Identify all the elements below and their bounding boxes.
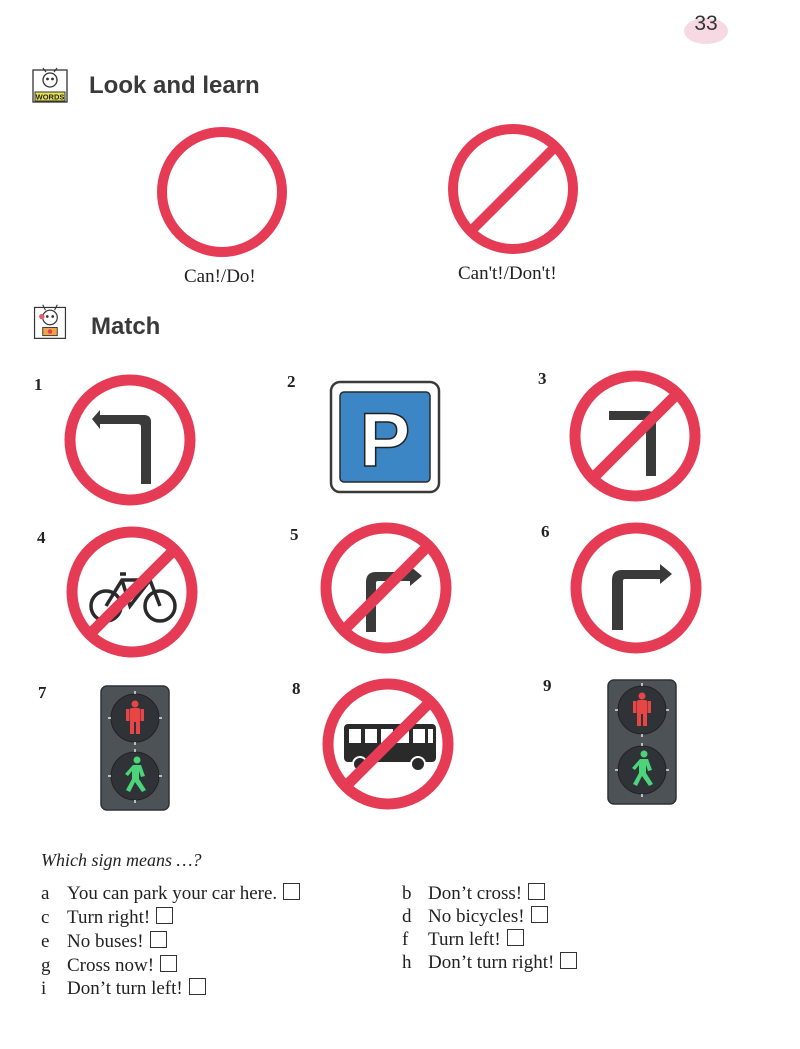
answer-letter: h bbox=[402, 952, 412, 973]
answer-text: Cross now! bbox=[67, 955, 155, 976]
sign-number-1: 1 bbox=[34, 375, 43, 394]
answer-item-h bbox=[402, 952, 577, 974]
sign-number-5: 5 bbox=[290, 525, 299, 544]
no-bicycles-sign bbox=[64, 524, 200, 660]
words-badge-label: WORDS bbox=[35, 92, 65, 102]
answer-letter: g bbox=[41, 955, 51, 976]
section-title-look-and-learn: Look and learn bbox=[89, 72, 260, 99]
answer-letter: a bbox=[41, 883, 50, 904]
answer-letter: f bbox=[402, 929, 409, 950]
answer-item-a bbox=[41, 883, 300, 905]
answer-checkbox[interactable] bbox=[189, 978, 206, 995]
section-title-match: Match bbox=[91, 313, 161, 340]
answer-letter: b bbox=[402, 883, 412, 904]
sign-number-9: 9 bbox=[543, 676, 552, 695]
pedestrian-signal-dont-cross-sign bbox=[606, 678, 678, 806]
answer-item-i bbox=[41, 978, 206, 1000]
answer-checkbox[interactable] bbox=[528, 883, 545, 900]
no-right-turn-sign bbox=[318, 520, 454, 656]
answer-item-c bbox=[41, 907, 173, 929]
answer-text: Turn right! bbox=[67, 907, 151, 928]
parking-sign bbox=[329, 380, 441, 494]
answer-letter: e bbox=[41, 931, 50, 952]
answer-text: No buses! bbox=[67, 931, 144, 952]
sign-number-8: 8 bbox=[292, 679, 301, 698]
answer-checkbox[interactable] bbox=[156, 907, 173, 924]
page-number: 33 bbox=[684, 12, 728, 42]
answer-text: Don’t turn right! bbox=[428, 952, 555, 973]
can-circle-icon bbox=[150, 124, 296, 262]
no-buses-sign bbox=[320, 676, 456, 812]
answer-text: Turn left! bbox=[428, 929, 501, 950]
answer-text: Don’t cross! bbox=[428, 883, 523, 904]
answer-text: Don’t turn left! bbox=[67, 978, 183, 999]
answer-checkbox[interactable] bbox=[560, 952, 577, 969]
answer-item-g bbox=[41, 955, 177, 977]
answer-letter: c bbox=[41, 907, 50, 928]
answer-letter: i bbox=[41, 978, 47, 999]
sign-number-3: 3 bbox=[538, 369, 547, 388]
answer-checkbox[interactable] bbox=[531, 906, 548, 923]
words-badge-icon bbox=[30, 66, 70, 106]
answer-letter: d bbox=[402, 906, 412, 927]
answer-item-f bbox=[402, 929, 524, 951]
answer-item-b bbox=[402, 883, 545, 905]
can-caption: Can!/Do! bbox=[184, 266, 256, 287]
turn-left-sign bbox=[62, 372, 198, 508]
sign-number-6: 6 bbox=[541, 522, 550, 541]
pedestrian-signal-cross-sign bbox=[99, 684, 171, 812]
sign-number-7: 7 bbox=[38, 683, 47, 702]
sign-number-2: 2 bbox=[287, 372, 296, 391]
answer-checkbox[interactable] bbox=[283, 883, 300, 900]
answer-checkbox[interactable] bbox=[160, 955, 177, 972]
cant-circle-icon bbox=[440, 118, 586, 264]
answer-item-e bbox=[41, 931, 167, 953]
answer-text: You can park your car here. bbox=[67, 883, 278, 904]
cant-caption: Can't!/Don't! bbox=[458, 263, 557, 284]
no-left-turn-sign bbox=[567, 368, 703, 504]
answer-item-d bbox=[402, 906, 548, 928]
answer-text: No bicycles! bbox=[428, 906, 525, 927]
answer-checkbox[interactable] bbox=[507, 929, 524, 946]
robot-icon bbox=[30, 302, 70, 342]
question-prompt: Which sign means …? bbox=[41, 850, 202, 870]
answer-checkbox[interactable] bbox=[150, 931, 167, 948]
turn-right-sign bbox=[568, 520, 704, 656]
parking-letter: P bbox=[359, 398, 411, 483]
sign-number-4: 4 bbox=[37, 528, 46, 547]
